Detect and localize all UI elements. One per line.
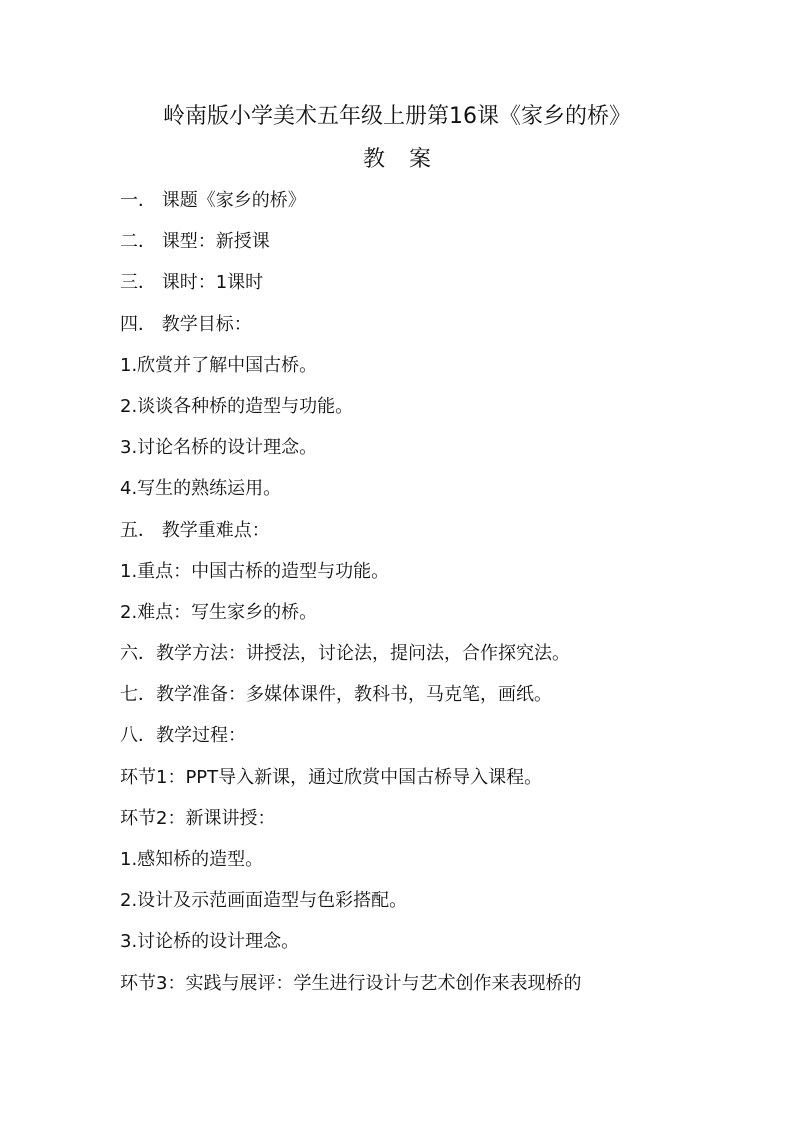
list-item: 2.谈谈各种桥的造型与功能。 [120, 395, 354, 417]
section-heading: 八．教学过程： [120, 725, 246, 747]
process-step: 环节3：实践与展评：学生进行设计与艺术创作来表现桥的 [120, 972, 582, 994]
list-item: 3.讨论名桥的设计理念。 [120, 437, 318, 459]
section-heading: 五． 教学重难点： [120, 519, 270, 541]
section-heading: 二． 课型：新授课 [120, 231, 270, 253]
list-item: 1.欣赏并了解中国古桥。 [120, 354, 318, 376]
section-heading: 一． 课题《家乡的桥》 [120, 190, 306, 211]
section-heading: 六．教学方法：讲授法，讨论法，提问法，合作探究法。 [120, 643, 570, 665]
process-step: 环节2：新课讲授： [120, 807, 276, 829]
lesson-plan-body [120, 187, 740, 1011]
document-title: 岭南版小学美术五年级上册第16课《家乡的桥》 [163, 104, 631, 129]
section-heading: 七．教学准备：多媒体课件，教科书，马克笔，画纸。 [120, 684, 552, 706]
document-subtitle: 教案 [362, 147, 455, 172]
list-item: 2.设计及示范画面造型与色彩搭配。 [120, 890, 408, 912]
section-heading: 四． 教学目标： [120, 313, 252, 335]
list-item: 2.难点：写生家乡的桥。 [120, 601, 318, 623]
list-item: 1.重点：中国古桥的造型与功能。 [120, 560, 390, 582]
list-item: 1.感知桥的造型。 [120, 849, 264, 870]
section-heading: 三． 课时：1课时 [120, 272, 264, 294]
process-step: 环节1：PPT导入新课，通过欣赏中国古桥导入课程。 [120, 766, 543, 788]
list-item: 3.讨论桥的设计理念。 [120, 931, 300, 953]
list-item: 4.写生的熟练运用。 [120, 478, 282, 500]
